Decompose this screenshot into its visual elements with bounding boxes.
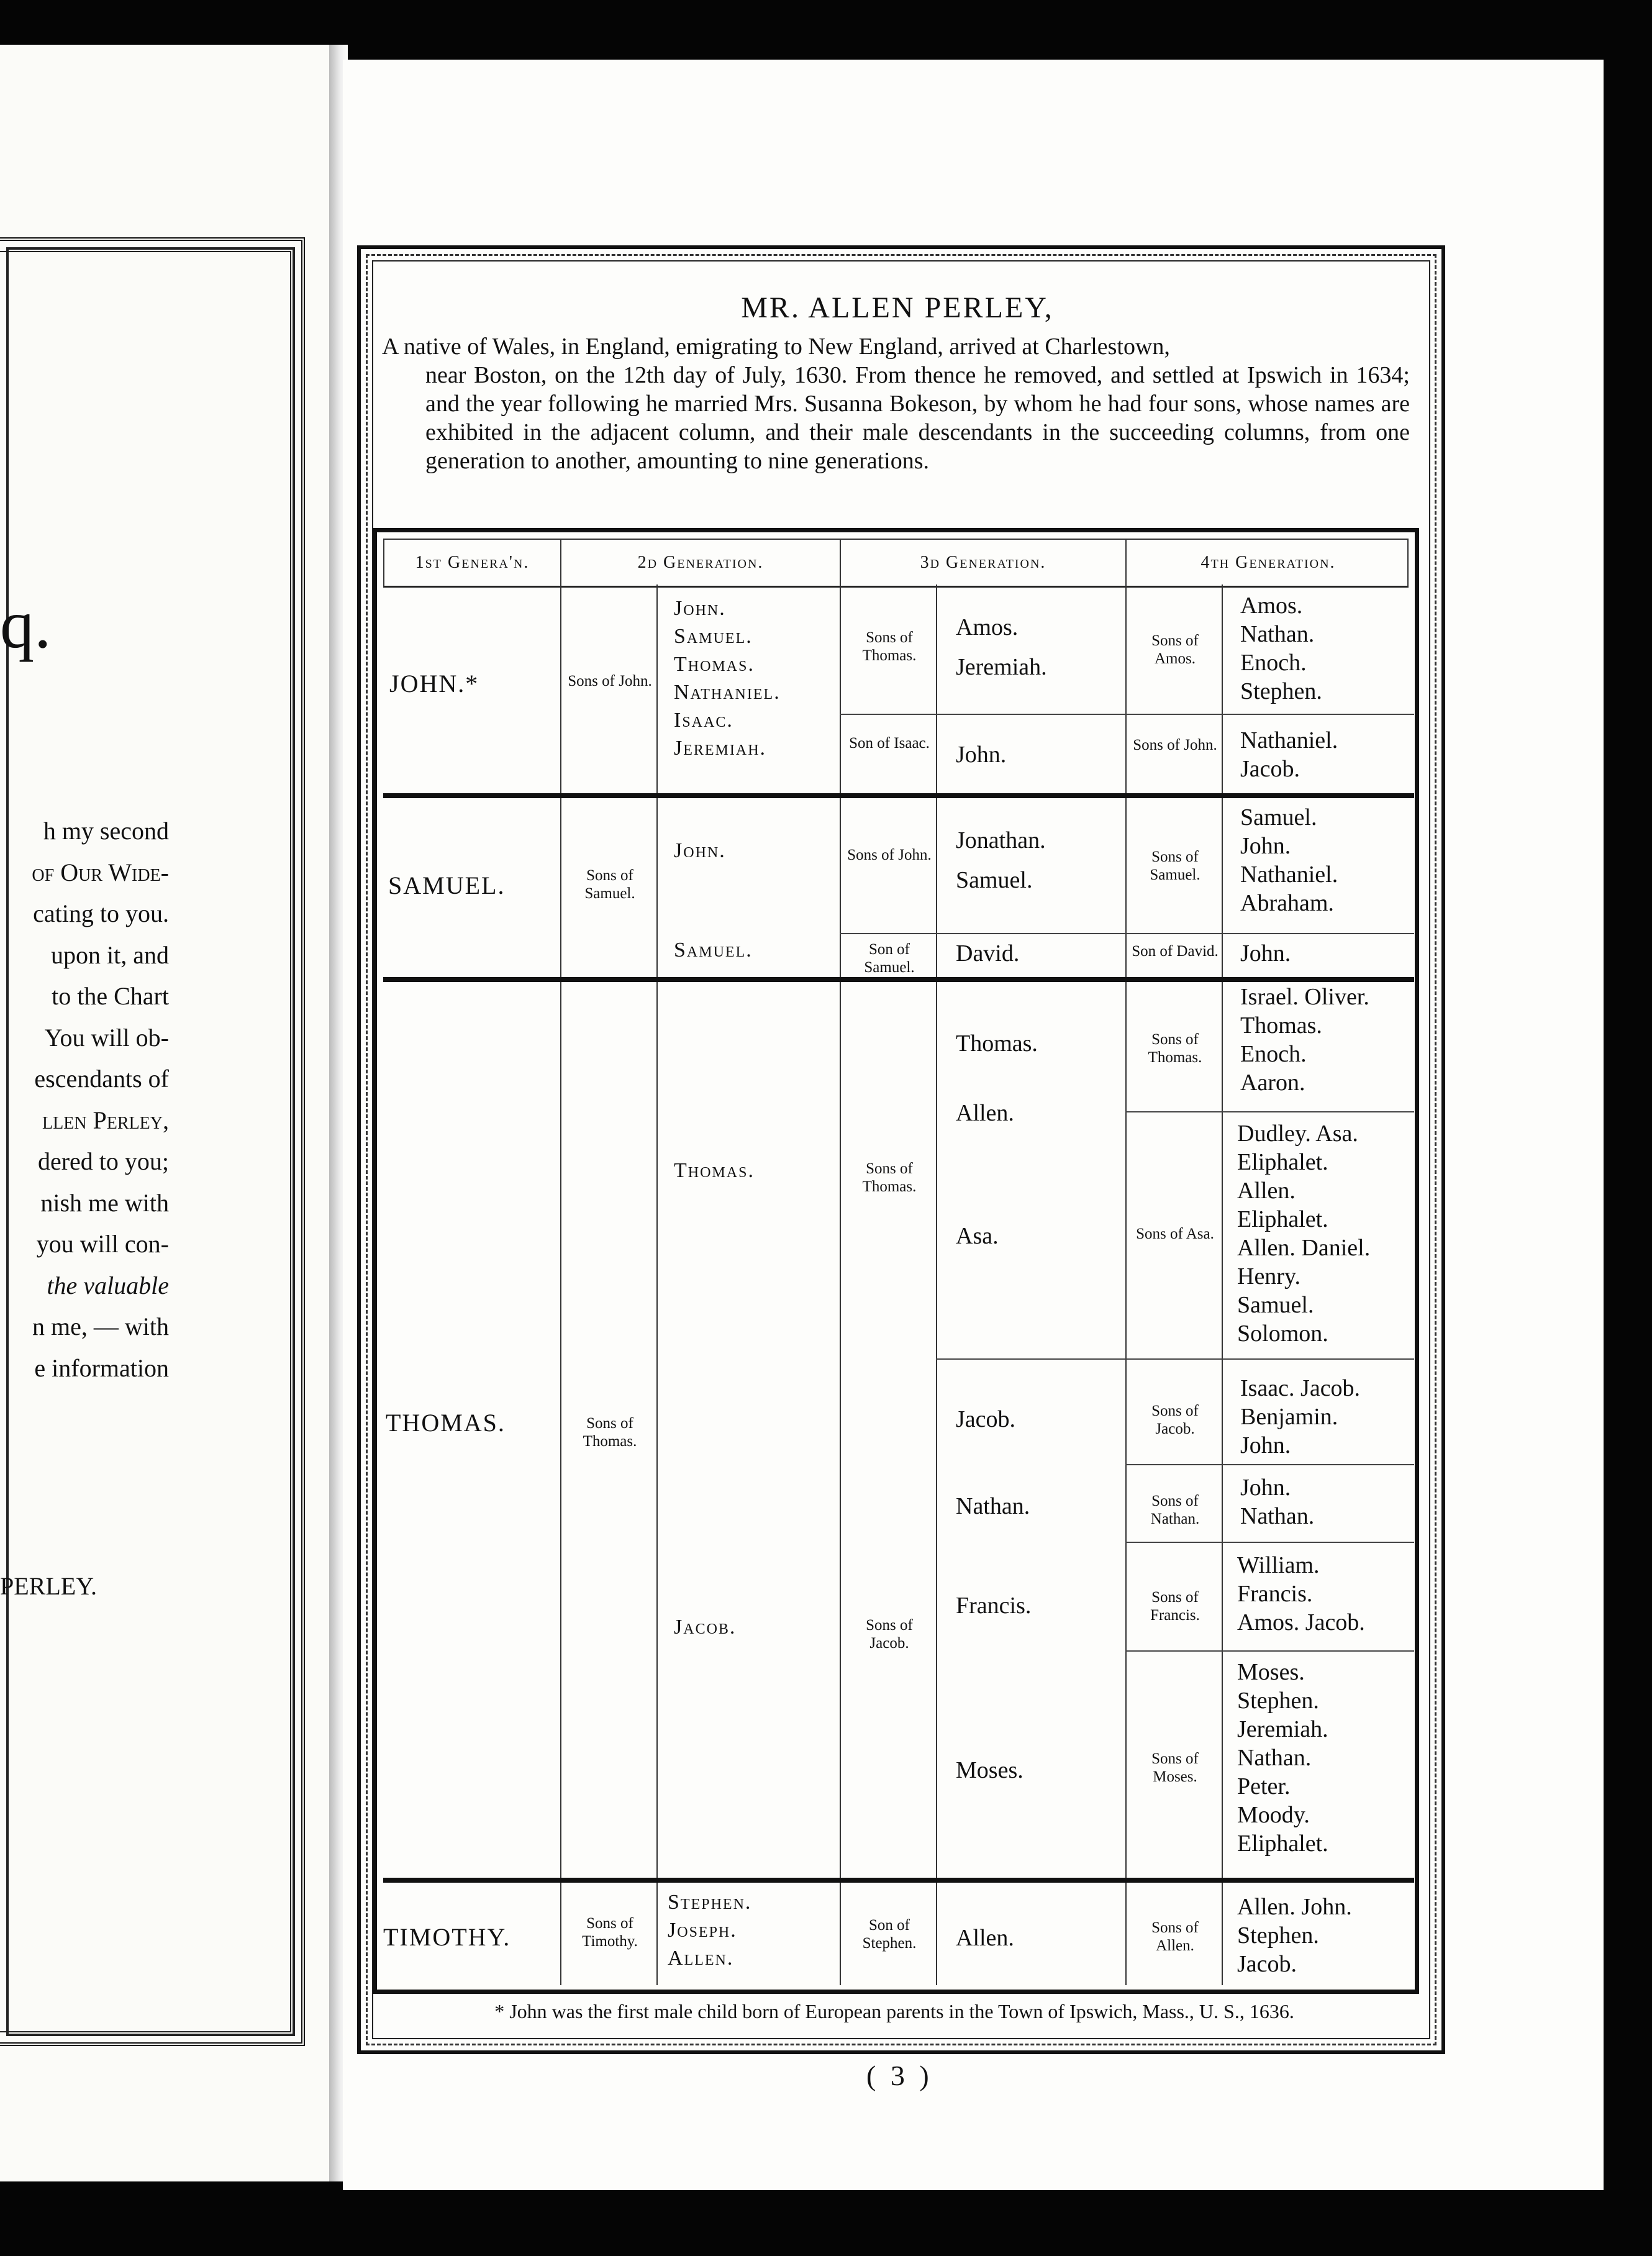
section-divider <box>383 1878 1414 1883</box>
gen4-list: Amos. Nathan. Enoch. Stephen. <box>1240 593 1322 704</box>
gen4-list: Allen. John. Stephen. Jacob. <box>1237 1894 1352 1977</box>
sons-of-label: Sons of Moses. <box>1151 1750 1199 1785</box>
sons-of-label: Son of Samuel. <box>864 941 915 976</box>
sons-of-label: Sons of Thomas. <box>862 1160 917 1195</box>
sons-of-label: Sons of Thomas. <box>583 1415 637 1450</box>
row-divider <box>1125 1111 1414 1112</box>
header-gen3: 3d Generation. <box>841 540 1127 586</box>
left-line: dered to you; <box>37 1147 169 1175</box>
header-gen4: 4th Generation. <box>1200 553 1336 572</box>
row-divider <box>1125 1464 1414 1465</box>
left-line: e information <box>34 1353 169 1382</box>
row-divider <box>1125 1650 1414 1652</box>
gen4-list: Moses. Stephen. Jeremiah. Nathan. Peter. Moody. Eliphalet. <box>1237 1659 1328 1857</box>
gen3-item: Asa. <box>956 1223 999 1249</box>
left-line: You will ob- <box>44 1023 169 1052</box>
sons-of-label: Sons of John. <box>847 847 932 863</box>
left-line: n me, — with <box>32 1312 169 1340</box>
gen2-item: John. <box>674 839 726 862</box>
gen3-item: John. <box>956 742 1007 768</box>
gen3-list: Jonathan. Samuel. <box>956 827 1046 893</box>
row-divider <box>840 714 1414 715</box>
left-line: cating to you. <box>33 899 169 927</box>
gen3-item: David. <box>956 940 1020 967</box>
sons-of-label: Sons of Amos. <box>1151 632 1199 667</box>
gen1-samuel: SAMUEL. <box>388 871 506 899</box>
left-line: h my second <box>43 817 169 845</box>
section-divider <box>383 793 1414 798</box>
sons-of-label: Sons of Samuel. <box>584 867 635 902</box>
gen3-item: Nathan. <box>956 1493 1030 1519</box>
gen4-item: John. <box>1240 940 1291 967</box>
intro-paragraph <box>382 332 1410 475</box>
section-divider <box>383 977 1414 982</box>
gen4-list: Dudley. Asa. Eliphalet. Allen. Eliphalet. Allen. Daniel. Henry. Samuel. Solomon. <box>1237 1121 1371 1347</box>
sons-of-label: Sons of Samuel. <box>1150 848 1200 883</box>
gen4-list: John. Nathan. <box>1240 1475 1315 1529</box>
gen3-item: Allen. <box>956 1100 1014 1126</box>
gen2-item: Jacob. <box>674 1616 737 1639</box>
genealogy-table <box>373 528 1419 1994</box>
left-line: escendants of <box>34 1065 169 1093</box>
header-gen2: 2d Generation. <box>561 540 841 586</box>
left-line: of Our Wide- <box>32 858 169 886</box>
gen2-john-list: John. Samuel. Thomas. Nathaniel. Isaac. Jeremiah. <box>674 597 781 760</box>
sons-of-label: Sons of John. <box>1133 737 1217 753</box>
page-title: MR. ALLEN PERLEY, <box>741 291 1054 324</box>
table-header <box>383 539 1409 588</box>
gen1-thomas: THOMAS. <box>386 1409 506 1437</box>
gen3-item: Thomas. <box>956 1030 1038 1057</box>
left-line: upon it, and <box>51 940 169 969</box>
sons-of-label: Sons of Nathan. <box>1150 1493 1200 1527</box>
left-line: you will con- <box>36 1230 169 1258</box>
row-divider <box>840 933 1414 934</box>
sons-of-label: Sons of John. <box>568 673 652 689</box>
left-page-text <box>0 811 169 1389</box>
left-line: nish me with <box>40 1188 169 1217</box>
gen2-list: Stephen. Joseph. Allen. <box>668 1891 752 1970</box>
footnote: * John was the first male child born of European parents in the Town of Ipswich, Mass., U. S., 1636. <box>494 2000 1294 2022</box>
left-line: the valuable <box>47 1271 169 1299</box>
left-page-partial-heading: q. <box>0 586 52 662</box>
gen2-item: Samuel. <box>674 939 753 962</box>
gen2-item: Thomas. <box>674 1159 755 1182</box>
gen3-list: Amos. Jeremiah. <box>956 614 1047 680</box>
left-line: to the Chart <box>52 982 169 1010</box>
sons-of-label: Sons of Allen. <box>1151 1919 1199 1954</box>
sons-of-label: Sons of Francis. <box>1150 1589 1200 1624</box>
sons-of-label: Sons of Thomas. <box>1148 1031 1202 1066</box>
gen4-list: Samuel. John. Nathaniel. Abraham. <box>1240 804 1338 916</box>
gen4-list: Nathaniel. Jacob. <box>1240 727 1338 782</box>
left-line: llen Perley, <box>42 1106 169 1134</box>
gen1-timothy: TIMOTHY. <box>383 1923 511 1951</box>
page-number: ( 3 ) <box>866 2060 933 2091</box>
row-divider <box>936 1358 1414 1360</box>
sons-of-label: Sons of Timothy. <box>582 1915 638 1950</box>
sons-of-label: Sons of Jacob. <box>866 1617 913 1652</box>
row-divider <box>1125 1542 1414 1543</box>
intro-line-1: A native of Wales, in England, emigrating to New England, arrived at Charlestown, <box>382 334 1170 360</box>
gen3-item: Allen. <box>956 1925 1014 1951</box>
gen3-item: Francis. <box>956 1593 1032 1619</box>
sons-of-label: Son of Stephen. <box>862 1917 917 1952</box>
sons-of-label: Son of Isaac. <box>849 735 930 752</box>
gen1-john: JOHN.* <box>389 670 479 698</box>
gen3-item: Moses. <box>956 1757 1023 1783</box>
intro-body: near Boston, on the 12th day of July, 1630. From thence he removed, and settled at Ipswich in 1634; and the year following he married Mrs. Susanna Bokeson, by whom he had four sons, whose names are exhibited in the adjacent column, and their male descendants in the succeeding columns, from one generation to another, amounting to nine generations. <box>425 362 1410 474</box>
sons-of-label: Sons of Jacob. <box>1151 1403 1199 1437</box>
gen4-list: Isaac. Jacob. Benjamin. John. <box>1240 1375 1361 1458</box>
gen4-list: Israel. Oliver. Thomas. Enoch. Aaron. <box>1240 984 1369 1096</box>
header-gen1: 1st Genera'n. <box>384 540 561 586</box>
sons-of-label: Son of David. <box>1132 943 1219 960</box>
sons-of-label: Sons of Thomas. <box>862 629 917 664</box>
left-page-signature: PERLEY. <box>0 1572 97 1600</box>
sons-of-label: Sons of Asa. <box>1136 1226 1214 1242</box>
gen3-item: Jacob. <box>956 1406 1016 1432</box>
gen4-list: William. Francis. Amos. Jacob. <box>1237 1552 1365 1635</box>
